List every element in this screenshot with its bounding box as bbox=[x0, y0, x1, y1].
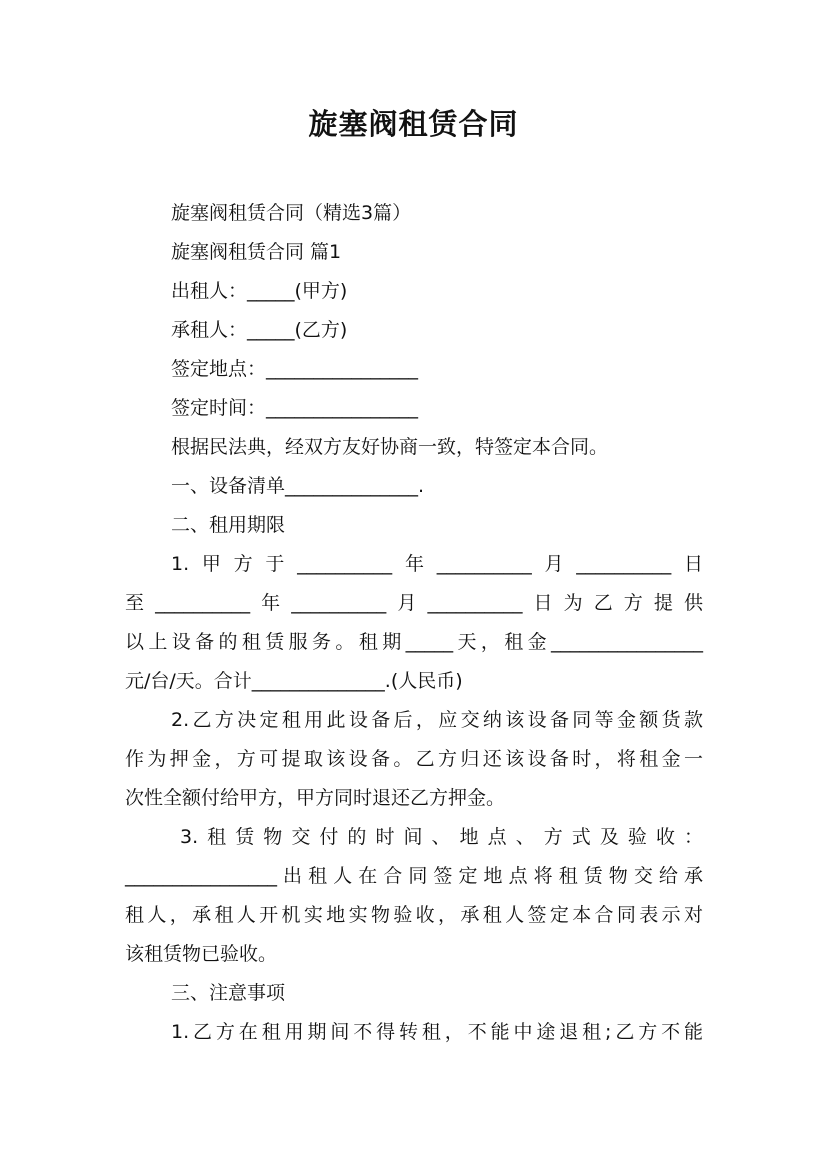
preamble-line: 根据民法典，经双方友好协商一致，特签定本合同。 bbox=[171, 436, 609, 458]
paragraph-line: 3.租赁物交付的时间、地点、方式及验收： bbox=[180, 826, 703, 848]
paragraph-line: 租人，承租人开机实地实物验收，承租人签定本合同表示对 bbox=[125, 904, 703, 926]
notes-heading: 三、注意事项 bbox=[171, 982, 286, 1004]
lessor-line: 出租人：_____(甲方) bbox=[171, 280, 348, 302]
signing-time-line: 签定时间：________________ bbox=[171, 397, 419, 419]
equipment-list-heading: 一、设备清单______________. bbox=[171, 475, 425, 497]
lessee-line: 承租人：_____(乙方) bbox=[171, 319, 348, 341]
paragraph-line: 1.乙方在租用期间不得转租，不能中途退租;乙方不能 bbox=[171, 1021, 703, 1043]
subtitle-line: 旋塞阀租赁合同（精选3篇） bbox=[171, 202, 412, 224]
paragraph-line: 2.乙方决定租用此设备后，应交纳该设备同等金额货款 bbox=[171, 709, 703, 731]
paragraph-line: 该租赁物已验收。 bbox=[125, 943, 278, 965]
paragraph-line: 至__________年__________月__________日为乙方提供 bbox=[125, 592, 703, 614]
signing-place-line: 签定地点：________________ bbox=[171, 358, 419, 380]
paragraph-line: 元/台/天。合计______________.(人民币) bbox=[125, 670, 463, 692]
paragraph-line: 次性全额付给甲方，甲方同时退还乙方押金。 bbox=[125, 787, 506, 809]
section-heading: 旋塞阀租赁合同 篇1 bbox=[171, 241, 342, 263]
paragraph-line: 作为押金，方可提取该设备。乙方归还该设备时，将租金一 bbox=[125, 748, 703, 770]
paragraph-line: 1.甲方于__________年__________月__________日 bbox=[171, 553, 703, 575]
document-title: 旋塞阀租赁合同 bbox=[308, 107, 519, 141]
rental-period-heading: 二、租用期限 bbox=[171, 514, 286, 536]
paragraph-line: ________________出租人在合同签定地点将租赁物交给承 bbox=[125, 865, 703, 887]
paragraph-line: 以上设备的租赁服务。租期_____天，租金________________ bbox=[125, 631, 703, 653]
